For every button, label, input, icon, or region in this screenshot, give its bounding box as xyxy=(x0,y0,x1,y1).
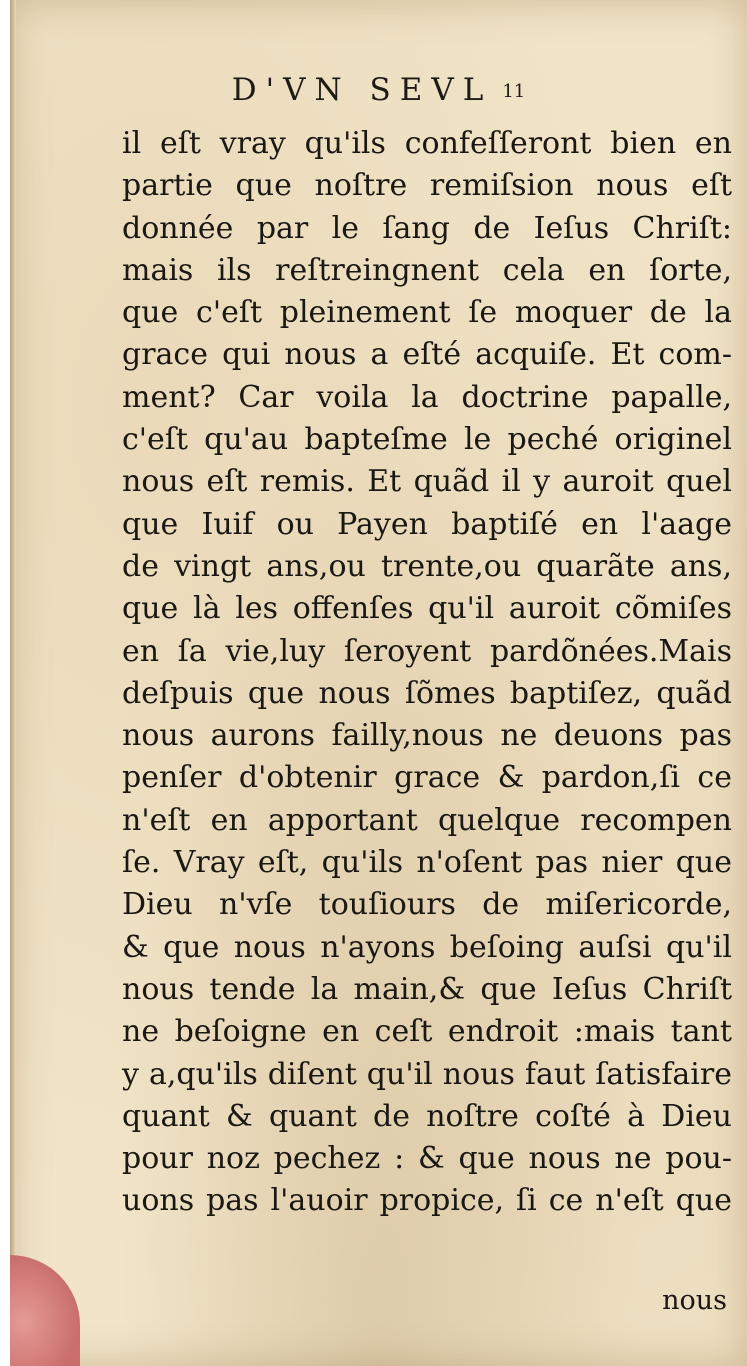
text-line: pour noz pechez : & que nous ne pou- xyxy=(122,1141,732,1177)
page-number-mark: 11 xyxy=(502,81,526,102)
text-line: nous tende la main,& que Ieſus Chriſt xyxy=(122,971,732,1007)
text-line: grace qui nous a eſté acquiſe. Et com- xyxy=(122,337,732,373)
text-line: ment? Car voila la doctrine papalle, xyxy=(122,379,732,415)
catchword: nous xyxy=(662,1285,727,1316)
text-line: Dieu n'vſe touſiours de miſericorde, xyxy=(122,887,732,923)
book-page xyxy=(10,0,747,1366)
text-line: en ſa vie,luy ſeroyent pardõnées.Mais xyxy=(122,633,732,669)
text-line: deſpuis que nous ſõmes baptiſez, quãd xyxy=(122,675,732,711)
running-head xyxy=(10,72,747,108)
text-line: c'eſt qu'au bapteſme le peché originel xyxy=(122,422,732,458)
text-line: il eſt vray qu'ils confeſſeront bien en xyxy=(122,126,732,161)
text-block xyxy=(122,123,732,1223)
text-line: y a,qu'ils diſent qu'il nous faut ſatisfaire xyxy=(122,1056,732,1092)
text-line: mais ils reſtreingnent cela en ſorte, xyxy=(122,252,732,288)
text-line: donnée par le ſang de Ieſus Chriſt: xyxy=(122,210,732,246)
text-line: penſer d'obtenir grace & pardon,ſi ce xyxy=(122,760,732,796)
text-line: quant & quant de noſtre coſté à Dieu xyxy=(122,1098,732,1134)
text-line: n'eſt en apportant quelque recompen xyxy=(122,802,732,838)
text-line: & que nous n'ayons beſoing auſsi qu'il xyxy=(122,929,732,965)
running-head-title: D'VN SEVL xyxy=(231,72,493,108)
text-line: que Iuif ou Payen baptiſé en l'aage xyxy=(122,506,732,542)
text-line: que c'eſt pleinement ſe moquer de la xyxy=(122,295,732,331)
text-line: nous eſt remis. Et quãd il y auroit quel xyxy=(122,464,732,500)
text-line: de vingt ans,ou trente,ou quarãte ans, xyxy=(122,548,732,584)
text-line: partie que noſtre remiſsion nous eſt xyxy=(122,168,732,204)
text-line: que là les offenſes qu'il auroit cõmiſes xyxy=(122,591,732,627)
page-edge xyxy=(10,0,16,1366)
text-line: nous aurons failly,nous ne deuons pas xyxy=(122,718,732,754)
text-line: uons pas l'auoir propice, ſi ce n'eſt que xyxy=(122,1183,732,1219)
text-line: ne beſoigne en ceſt endroit :mais tant xyxy=(122,1014,732,1050)
text-line: ſe. Vray eſt, qu'ils n'oſent pas nier que xyxy=(122,845,732,881)
